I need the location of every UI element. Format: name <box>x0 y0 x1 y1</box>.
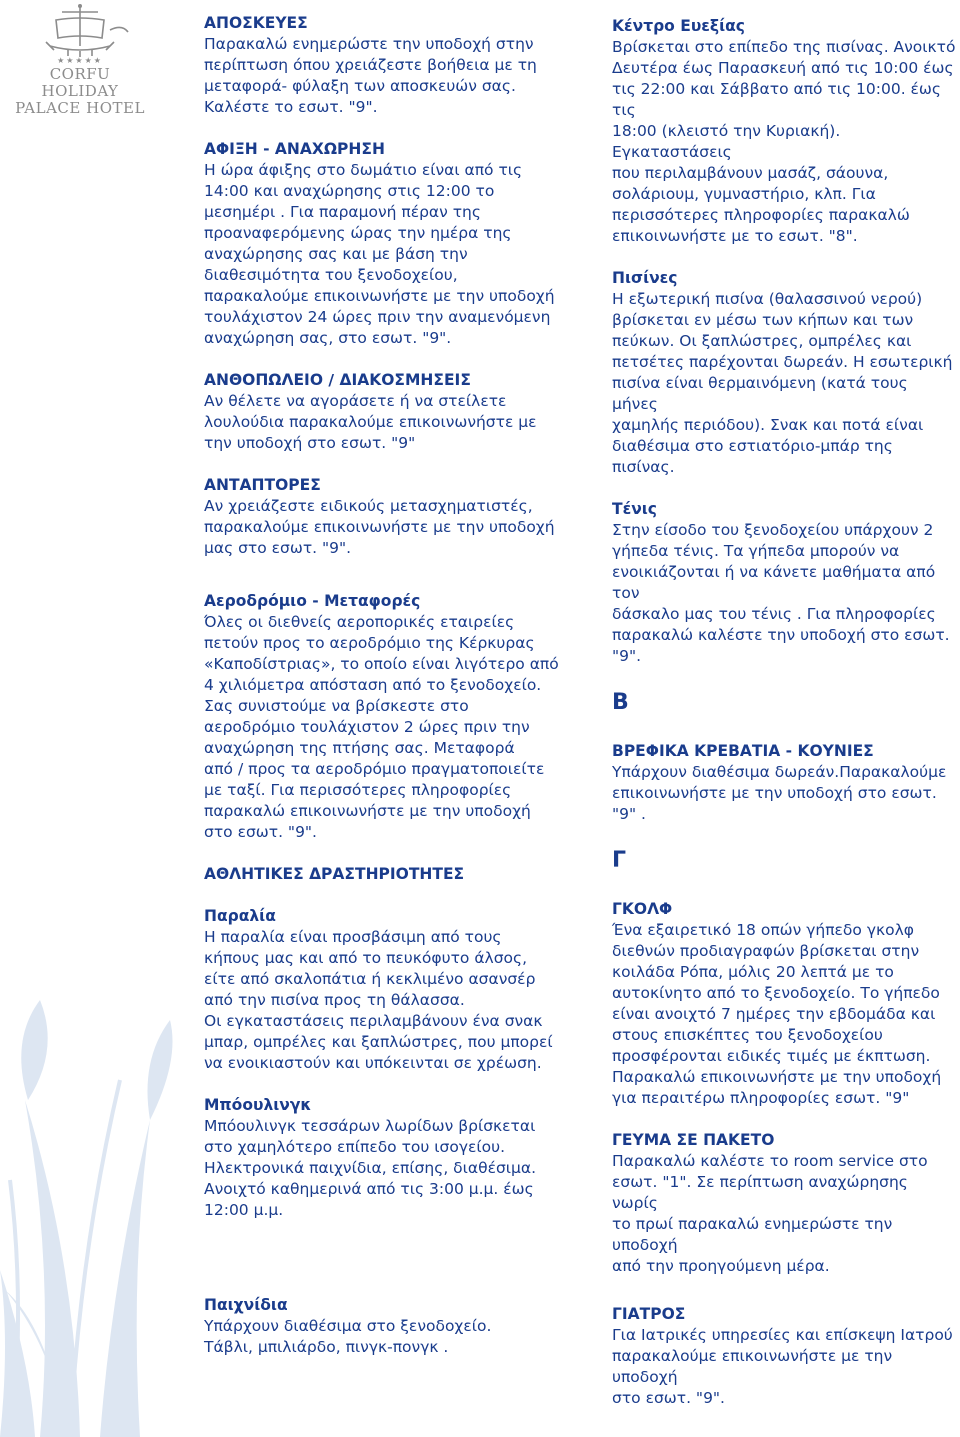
lily-decoration-icon <box>0 800 200 1437</box>
section-text: Αν θέλετε να αγοράσετε ή να στείλετε λουλούδια παρακαλούμε επικοινωνήστε με την υποδοχή στο εσωτ. "9" <box>204 392 537 452</box>
section-pools <box>612 268 957 478</box>
section-wellness-center <box>612 16 957 247</box>
section-beach <box>204 906 559 1074</box>
logo-stars: ★★★★★ <box>57 56 103 65</box>
section-text: Μπόουλινγκ τεσσάρων λωρίδων βρίσκεται στο χαμηλότερο επίπεδο του ισογείου. Ηλεκτρονικά παιχνίδια, επίσης, διαθέσιμα. Ανοιχτό καθημερινά από τις 3:00 μ.μ. έως 12:00 μ.μ. <box>204 1117 537 1219</box>
section-text: Στην είσοδο του ξενοδοχείου υπάρχουν 2 γήπεδα τένις. Τα γήπεδα μπορούν να ενοικιάζονται ή να κάνετε μαθήματα από τον δάσκαλο μας του τένις . Για πληροφορίες παρακαλώ καλέστε την υποδοχή στο εσωτ. "9". <box>612 521 950 665</box>
section-text: Αν χρειάζεστε ειδικούς μετασχηματιστές, παρακαλούμε επικοινωνήστε με την υποδοχή μας στο εσωτ. "9". <box>204 497 555 557</box>
hotel-logo <box>10 2 150 117</box>
section-packed-meal <box>612 1130 957 1277</box>
section-title: Μπόουλινγκ <box>204 1096 312 1114</box>
section-golf <box>612 899 957 1109</box>
letter-heading: B <box>612 690 629 715</box>
letter-heading-g <box>612 847 957 875</box>
section-baby-cots <box>612 741 957 825</box>
section-text: Υπάρχουν διαθέσιμα δωρεάν.Παρακαλούμε επικοινωνήστε με την υποδοχή στο εσωτ. "9" . <box>612 763 947 823</box>
section-tennis <box>612 499 957 667</box>
section-title: ΑΝΤΑΠΤΟΡΕΣ <box>204 476 321 494</box>
section-doctor <box>612 1304 957 1409</box>
section-text: Βρίσκεται στο επίπεδο της πισίνας. Ανοικτό Δευτέρα έως Παρασκευή από τις 10:00 έως τις 22:00 και Σάββατο από τις 10:00. έως τις 18:00 (κλειστό την Κυριακή). Εγκαταστάσεις που περιλαμβάνουν μασάζ, σάουνα, σολάριουμ, γυμναστήριο, κλπ. Για περισσότερες πληροφορίες παρακαλώ επικοινωνήστε με το εσωτ. "8". <box>612 38 956 245</box>
section-title: Παιχνίδια <box>204 1296 288 1314</box>
section-title: ΑΘΛΗΤΙΚΕΣ ΔΡΑΣΤΗΡΙΟΤΗΤΕΣ <box>204 865 465 883</box>
logo-line-1: CORFU HOLIDAY <box>41 65 119 100</box>
section-text: Υπάρχουν διαθέσιμα στο ξενοδοχείο. Τάβλι, μπιλιάρδο, πινγκ-πονγκ . <box>204 1317 492 1356</box>
section-title: Πισίνες <box>612 269 678 287</box>
section-title: Τένις <box>612 500 657 518</box>
section-title: ΑΝΘΟΠΩΛΕΙΟ / ΔΙΑΚΟΣΜΗΣΕΙΣ <box>204 371 471 389</box>
section-title: ΓΙΑΤΡΟΣ <box>612 1305 686 1323</box>
section-title: ΑΠΟΣΚΕΥΕΣ <box>204 14 308 32</box>
section-text: Για Ιατρικές υπηρεσίες και επίσκεψη Ιατρού παρακαλούμε επικοινωνήστε με την υποδοχή στο εσωτ. "9". <box>612 1326 953 1407</box>
section-text: Παρακαλώ καλέστε το room service στο εσωτ. "1". Σε περίπτωση αναχώρησης νωρίς το πρωί παρακαλώ ενημερώστε την υποδοχή από την προηγούμενη μέρα. <box>612 1152 928 1275</box>
section-text: Η ώρα άφιξης στο δωμάτιο είναι από τις 14:00 και αναχώρησης στις 12:00 το μεσημέρι . Για παραμονή πέραν της προαναφερόμενης ώρας την ημέρα της αναχώρησης σας και με βάση την διαθεσιμότητα του ξενοδοχείου, παρακαλούμε επικοινωνήστε με την υποδοχή τουλάχιστον 24 ώρες πριν την αναμενόμενη αναχώρηση σας, στο εσωτ. "9". <box>204 161 555 347</box>
hotel-ship-logo-icon <box>10 2 150 58</box>
section-florist <box>204 370 559 454</box>
letter-heading: Γ <box>612 848 627 873</box>
section-title: ΑΦΙΞΗ - ΑΝΑΧΩΡΗΣΗ <box>204 140 385 158</box>
section-sports-activities <box>204 864 559 885</box>
section-luggage <box>204 13 559 118</box>
section-text: Η εξωτερική πισίνα (θαλασσινού νερού) βρίσκεται εν μέσω των κήπων και των πεύκων. Οι ξαπλώστρες, ομπρέλες και πετσέτες παρέχονται δωρεάν. Η εσωτερική πισίνα είναι θερμαινόμενη (κατά τους μήνες χαμηλής περιόδου). Σνακ και ποτά είναι διαθέσιμα στο εστιατόριο-μπάρ της πισίνας. <box>612 290 953 476</box>
section-adapters <box>204 475 559 559</box>
logo-line-2: PALACE HOTEL <box>15 99 145 117</box>
section-title: Κέντρο Ευεξίας <box>612 17 745 35</box>
section-text: Η παραλία είναι προσβάσιμη από τους κήπους μας και από το πευκόφυτο άλσος, είτε από σκαλοπάτια ή κεκλιμένο ασανσέρ από την πισίνα προς τη θάλασσα. Οι εγκαταστάσεις περιλαμβάνουν ένα σνακ μπαρ, ομπρέλες και ξαπλώστρες, που μπορεί να ενοικιαστούν και υπόκεινται σε χρέωση. <box>204 928 553 1072</box>
section-title: Αεροδρόμιο - Μεταφορές <box>204 592 421 610</box>
section-text: Ένα εξαιρετικό 18 οπών γήπεδο γκολφ διεθνών προδιαγραφών βρίσκεται στην κοιλάδα Ρόπα, μόλις 20 λεπτά με το αυτοκίνητο από το ξενοδοχείο. Το γήπεδο είναι ανοιχτό 7 ημέρες την εβδομάδα και στους επισκέπτες του ξενοδοχείου προσφέρονται ειδικές τιμές με έκπτωση. Παρακαλώ επικοινωνήστε με την υποδοχή για περαιτέρω πληροφορίες εσωτ. "9" <box>612 921 942 1107</box>
section-title: Παραλία <box>204 907 276 925</box>
section-bowling <box>204 1095 559 1221</box>
section-arrival-departure <box>204 139 559 349</box>
right-column <box>612 16 957 1277</box>
section-airport-transfers <box>204 591 559 843</box>
section-title: ΓΚΟΛΦ <box>612 900 673 918</box>
section-text: Όλες οι διεθνείς αεροπορικές εταιρείες πετούν προς το αεροδρόμιο της Κέρκυρας «Καποδίστριας», το οποίο είναι λιγότερο από 4 χιλιόμετρα απόσταση από το ξενοδοχείο. Σας συνιστούμε να βρίσκεστε στο αεροδρόμιο τουλάχιστον 2 ώρες πριν την αναχώρηση της πτήσης σας. Μεταφορά από / προς τα αεροδρόμιο πραγματοποιείτε με ταξί. Για περισσότερες πληροφορίες παρακαλώ επικοινωνήστε με την υποδοχή στο εσωτ. "9". <box>204 613 559 841</box>
section-games <box>204 1295 559 1358</box>
section-title: ΓΕΥΜΑ ΣΕ ΠΑΚΕΤΟ <box>612 1131 775 1149</box>
left-column <box>204 13 559 1221</box>
section-title: ΒΡΕΦΙΚΑ ΚΡΕΒΑΤΙΑ - ΚΟΥΝΙΕΣ <box>612 742 874 760</box>
section-text: Παρακαλώ ενημερώστε την υποδοχή στην περίπτωση όπου χρειάζεστε βοήθεια με τη μεταφορά- φύλαξη των αποσκευών σας. Καλέστε το εσωτ. "9". <box>204 35 537 116</box>
letter-heading-b <box>612 689 957 717</box>
